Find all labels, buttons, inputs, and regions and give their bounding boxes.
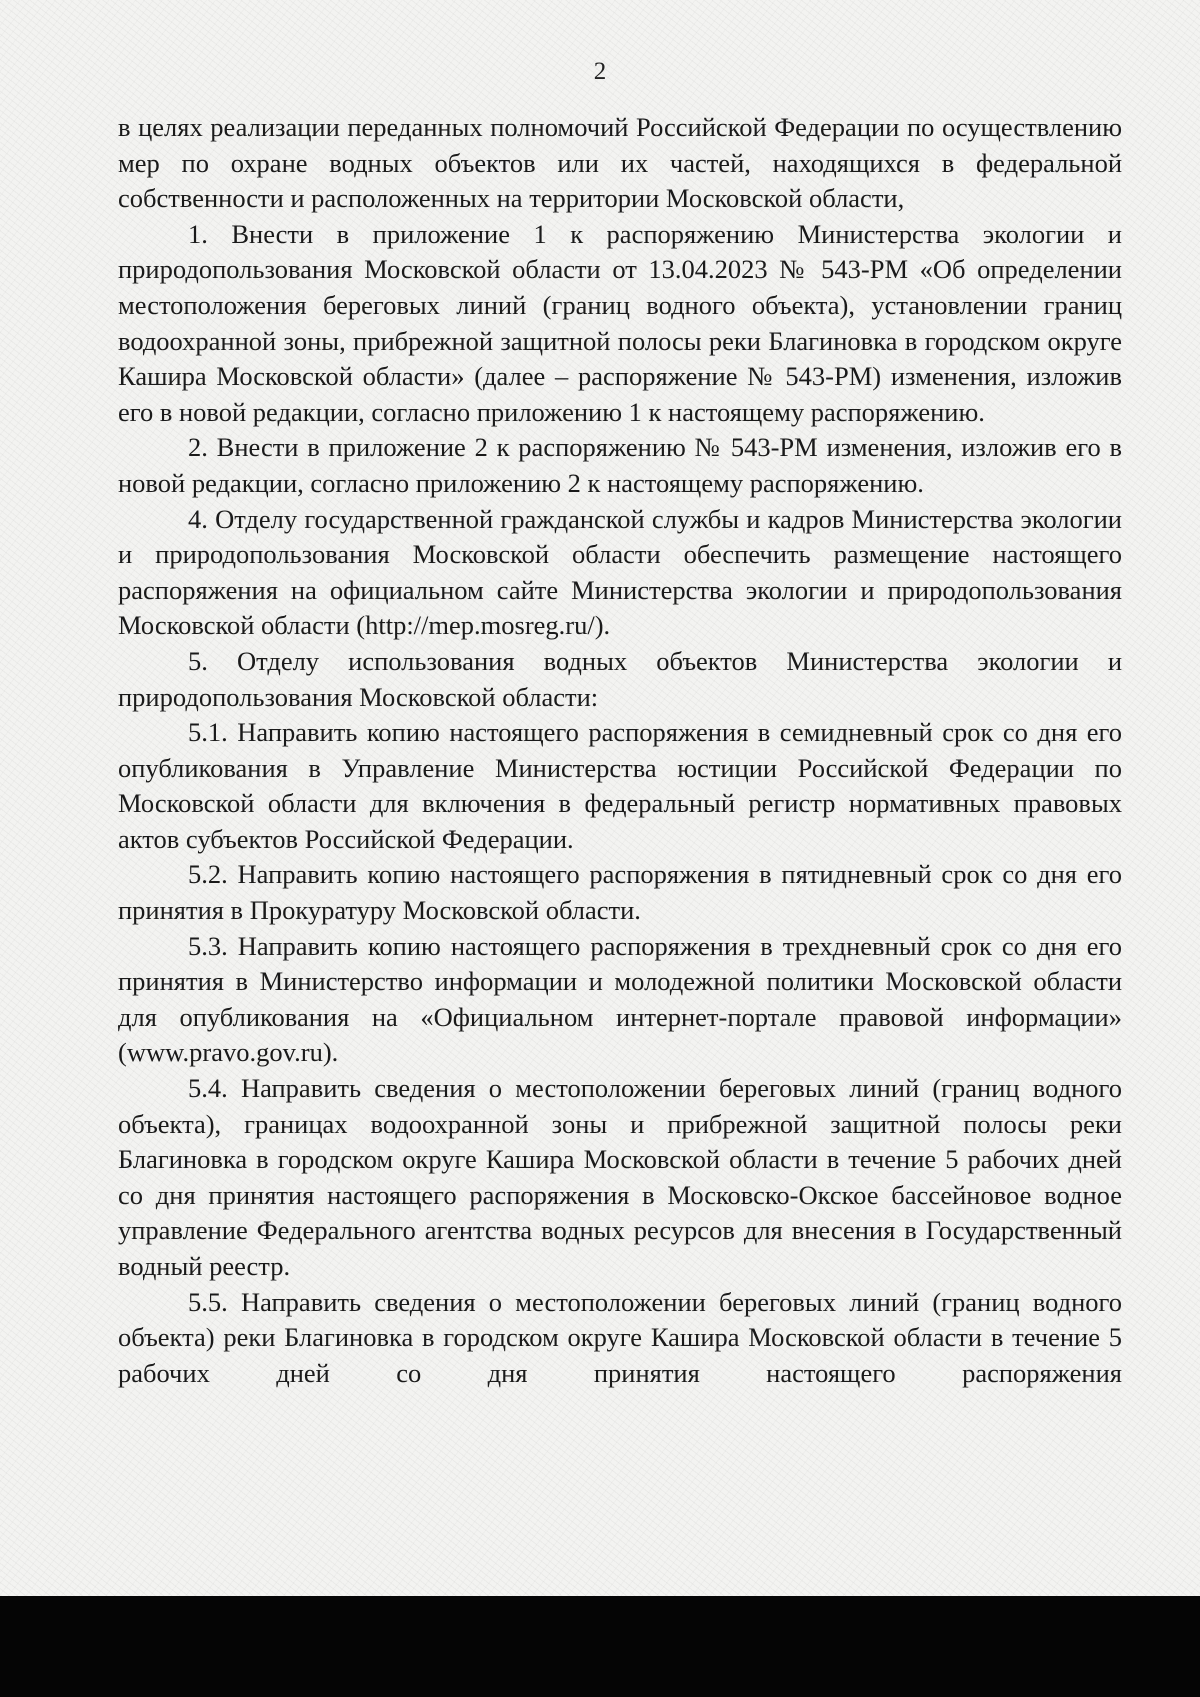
page-number: 2 [593,58,607,85]
paragraph-item-5-5: 5.5. Направить сведения о местоположении береговых линий (границ водного объекта) реки Благиновка в городском округе Кашира Московской области в течение 5 рабочих дней со дня принятия настоящего распоряжения [118,1286,1122,1388]
paragraph-item-5: 5. Отделу использования водных объектов Министерства экологии и природопользования Московской области: [118,645,1122,712]
paragraph-item-5-2: 5.2. Направить копию настоящего распоряжения в пятидневный срок со дня его принятия в Прокуратуру Московской области. [118,859,1122,926]
document-body [118,110,1122,1391]
paragraph-item-1: 1. Внести в приложение 1 к распоряжению Министерства экологии и природопользования Московской области от 13.04.2023 № 543-РМ «Об определении местоположения береговых линий (границ водного объекта), установлении границ водоохранной зоны, прибрежной защитной полосы реки Благиновка в городском округе Кашира Московской области» (далее – распоряжение № 543-РМ) изменения, изложив его в новой редакции, согласно приложению 1 к настоящему распоряжению. [118,218,1122,427]
paragraph-item-5-1: 5.1. Направить копию настоящего распоряжения в семидневный срок со дня его опубликования в Управление Министерства юстиции Российской Федерации по Московской области для включения в федеральный регистр нормативных правовых актов субъектов Российской Федерации. [118,717,1122,854]
paragraph-preamble: в целях реализации переданных полномочий Российской Федерации по осуществлению мер по охране водных объектов или их частей, находящихся в федеральной собственности и расположенных на территории Московской области, [118,112,1122,214]
paragraph-item-4: 4. Отделу государственной гражданской службы и кадров Министерства экологии и природопользования Московской области обеспечить размещение настоящего распоряжения на официальном сайте Министерства экологии и природопользования Московской области (http://mep.mosreg.ru/). [118,503,1122,641]
paragraph-item-5-3: 5.3. Направить копию настоящего распоряжения в трехдневный срок со дня его принятия в Министерство информации и молодежной политики Московской области для опубликования на «Официальном интернет-портале правовой информации» (www.pravo.gov.ru). [118,930,1122,1068]
scan-bottom-border [0,1596,1200,1697]
paragraph-item-5-4: 5.4. Направить сведения о местоположении береговых линий (границ водного объекта), границах водоохранной зоны и прибрежной защитной полосы реки Благиновка в городском округе Кашира Московской области в течение 5 рабочих дней со дня принятия настоящего распоряжения в Московско-Окское бассейновое водное управление Федерального агентства водных ресурсов для внесения в Государственный водный реестр. [118,1073,1122,1281]
paragraph-item-2: 2. Внести в приложение 2 к распоряжению № 543-РМ изменения, изложив его в новой редакции, согласно приложению 2 к настоящему распоряжению. [118,432,1122,498]
